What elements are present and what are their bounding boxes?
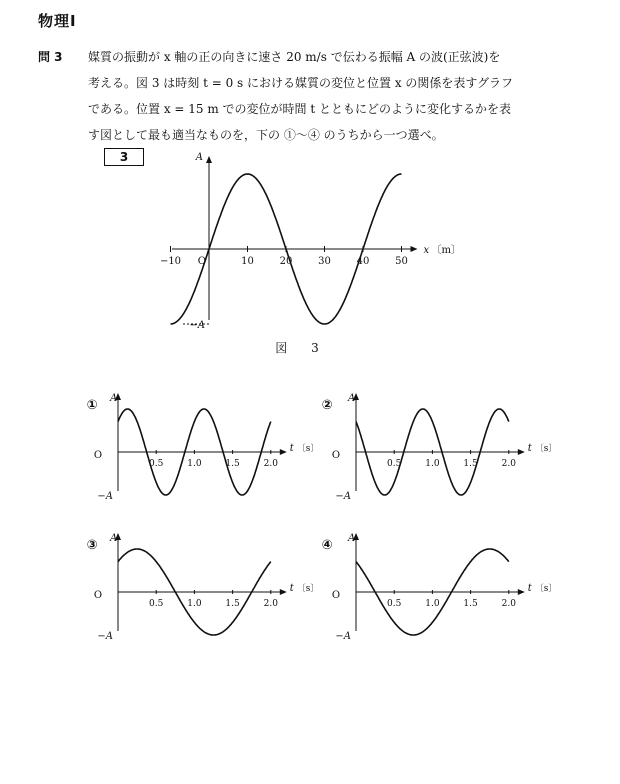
origin-label: O bbox=[197, 256, 206, 267]
x-tick-label: 1.5 bbox=[463, 459, 478, 469]
option-number: ① bbox=[86, 398, 98, 413]
option-3-chart bbox=[86, 533, 319, 642]
x-axis-label: t bbox=[527, 443, 532, 454]
x-tick-label: 50 bbox=[395, 256, 408, 267]
x-axis-unit: 〔s〕 bbox=[296, 444, 320, 454]
y-label-top: A bbox=[110, 533, 118, 544]
x-tick-label: 0.5 bbox=[387, 599, 402, 609]
x-tick-label: 1.5 bbox=[463, 599, 478, 609]
subject-header: 物理Ⅰ bbox=[38, 12, 77, 30]
x-tick-label: 1.0 bbox=[187, 599, 202, 609]
x-tick-label: 2.0 bbox=[263, 599, 278, 609]
y-label-bottom: −A bbox=[97, 491, 113, 502]
x-axis-label: x bbox=[423, 245, 430, 256]
y-label-bottom: −A bbox=[97, 631, 113, 642]
x-axis-label: t bbox=[289, 443, 294, 454]
x-axis-label: t bbox=[527, 583, 532, 594]
axis-arrowhead bbox=[206, 156, 212, 163]
origin-label: O bbox=[93, 450, 103, 461]
y-label-bottom: −A bbox=[335, 491, 351, 502]
option-number: ④ bbox=[321, 538, 333, 553]
x-tick-label: 2.0 bbox=[263, 459, 278, 469]
y-label-top: A bbox=[348, 393, 356, 404]
x-tick-label: 1.0 bbox=[425, 599, 440, 609]
figure-3-chart bbox=[160, 152, 461, 355]
x-tick-label: 40 bbox=[356, 256, 370, 267]
y-label-bottom: −A bbox=[335, 631, 351, 642]
axis-arrowhead bbox=[518, 589, 525, 595]
axis-arrowhead bbox=[518, 449, 525, 455]
x-tick-label: 30 bbox=[318, 256, 331, 267]
y-label-top: A bbox=[195, 152, 203, 163]
option-2-chart bbox=[321, 393, 557, 502]
question-line-text: す図として最も適当なものを，下の ①～④ のうちから一つ選べ。 bbox=[88, 128, 444, 142]
x-axis-unit: 〔s〕 bbox=[534, 444, 558, 454]
origin-label: O bbox=[331, 450, 341, 461]
figure-caption: 図 3 bbox=[275, 341, 329, 355]
x-tick-label: 1.5 bbox=[225, 459, 240, 469]
option-1-chart bbox=[86, 393, 319, 502]
x-tick-label: 0.5 bbox=[149, 599, 164, 609]
x-axis-unit: 〔s〕 bbox=[534, 584, 558, 594]
origin-label: O bbox=[331, 590, 341, 601]
y-label-bottom: −A bbox=[189, 320, 205, 331]
option-number: ② bbox=[321, 398, 333, 413]
x-tick-label: 20 bbox=[279, 256, 293, 267]
question-line: 媒質の振動が x 軸の正の向きに速さ 20 m/s で伝わる振幅 A の波(正弦波)を bbox=[88, 50, 501, 64]
axis-arrowhead bbox=[280, 449, 287, 455]
x-tick-label: 1.0 bbox=[425, 459, 440, 469]
question-label: 問 3 bbox=[38, 50, 63, 64]
axis-arrowhead bbox=[411, 246, 418, 252]
y-label-top: A bbox=[110, 393, 118, 404]
origin-label: O bbox=[93, 590, 103, 601]
y-label-top: A bbox=[348, 533, 356, 544]
x-axis-unit: 〔s〕 bbox=[296, 584, 320, 594]
x-tick-label: 1.5 bbox=[225, 599, 240, 609]
question-line: である。位置 x = 15 m での変位が時間 t とともにどのように変化するかを表 bbox=[88, 102, 511, 116]
axis-arrowhead bbox=[280, 589, 287, 595]
x-tick-label: 0.5 bbox=[387, 459, 402, 469]
x-axis-label: t bbox=[289, 583, 294, 594]
option-4-chart bbox=[321, 533, 557, 642]
x-tick-label: 0.5 bbox=[149, 459, 164, 469]
x-tick-label: 2.0 bbox=[501, 459, 516, 469]
x-tick-label: 10 bbox=[241, 256, 254, 267]
x-tick-label: −10 bbox=[159, 256, 182, 267]
answer-box[interactable]: 3 bbox=[104, 148, 144, 166]
option-number: ③ bbox=[86, 538, 98, 553]
x-tick-label: 2.0 bbox=[501, 599, 516, 609]
question-line: 考える。図 3 は時刻 t = 0 s における媒質の変位と位置 x の関係を表すグラフ bbox=[88, 76, 514, 90]
x-tick-label: 1.0 bbox=[187, 459, 202, 469]
x-axis-unit: 〔m〕 bbox=[431, 245, 461, 256]
